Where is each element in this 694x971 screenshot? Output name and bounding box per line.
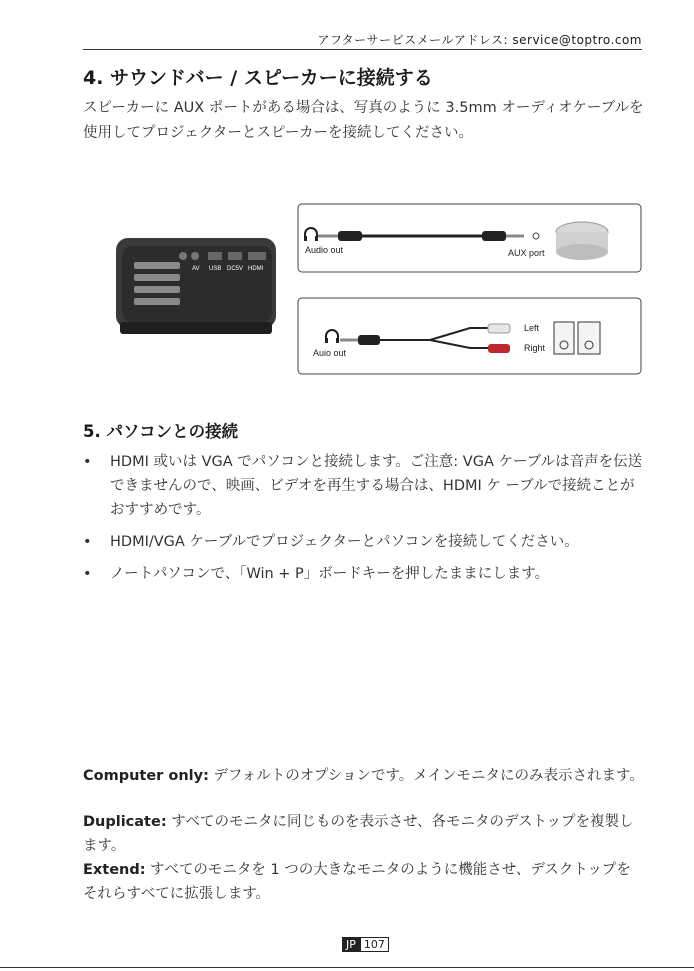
list-item: • HDMI 或いは VGA でパソコンと接続します。ご注意: VGA ケーブルは音声を伝送できませんので、映画、ビデオを再生する場合は、HDMI ケ ーブルで接続ことがおすすめです。	[83, 450, 643, 522]
bullet-marker: •	[83, 454, 92, 470]
section-5-title: 5. パソコンとの接続	[83, 422, 239, 441]
section-5-bullet-list	[83, 450, 643, 594]
list-item: • HDMI/VGA ケーブルでプロジェクターとパソコンを接続してください。	[83, 530, 643, 554]
right-channel-label: Right	[524, 343, 546, 353]
bullet-marker: •	[83, 534, 92, 550]
connection-diagram	[0, 190, 694, 390]
left-channel-label: Left	[524, 323, 540, 333]
port-label-hdmi: HDMI	[248, 266, 264, 272]
header-divider	[83, 49, 642, 50]
bullet-marker: •	[83, 566, 92, 582]
header-email-line: アフターサービスメールアドレス: service@toptro.com	[317, 33, 642, 47]
section-4-paragraph: スピーカーに AUX ポートがある場合は、写真のように 3.5mm オーディオケーブルを使用してプロジェクターとスピーカーを接続してください。	[83, 100, 644, 141]
aux-port-label: AUX port	[508, 248, 545, 258]
page-number-badge	[342, 937, 389, 952]
definition-computer-only: Computer only: デフォルトのオプションです。メインモニタにのみ表示されます。	[83, 768, 644, 784]
top-audio-out-label: Audio out	[305, 245, 344, 255]
port-label-usb: USB	[209, 266, 222, 272]
definition-extend: Extend: すべてのモニタを 1 つの大きなモニタのように機能させ、デスクトップをそれらすべてに拡張します。	[83, 862, 631, 902]
section-4-title: 4. サウンドバー / スピーカーに接続する	[83, 67, 433, 89]
port-label-av: AV	[192, 266, 200, 272]
definition-duplicate: Duplicate: すべてのモニタに同じものを表示させ、各モニタのデストップを複製します。	[83, 814, 634, 854]
language-tag: JP	[342, 937, 360, 952]
list-item: • ノートパソコンで、「Win + P」ボードキーを押したままにします。	[83, 562, 643, 586]
page-number: 107	[360, 937, 389, 952]
projector-illustration	[116, 238, 276, 334]
speaker-icon	[556, 222, 608, 260]
footer-divider	[0, 967, 694, 968]
bottom-audio-out-label: Auio out	[313, 348, 347, 358]
port-label-dc5v: DC5V	[227, 266, 244, 272]
